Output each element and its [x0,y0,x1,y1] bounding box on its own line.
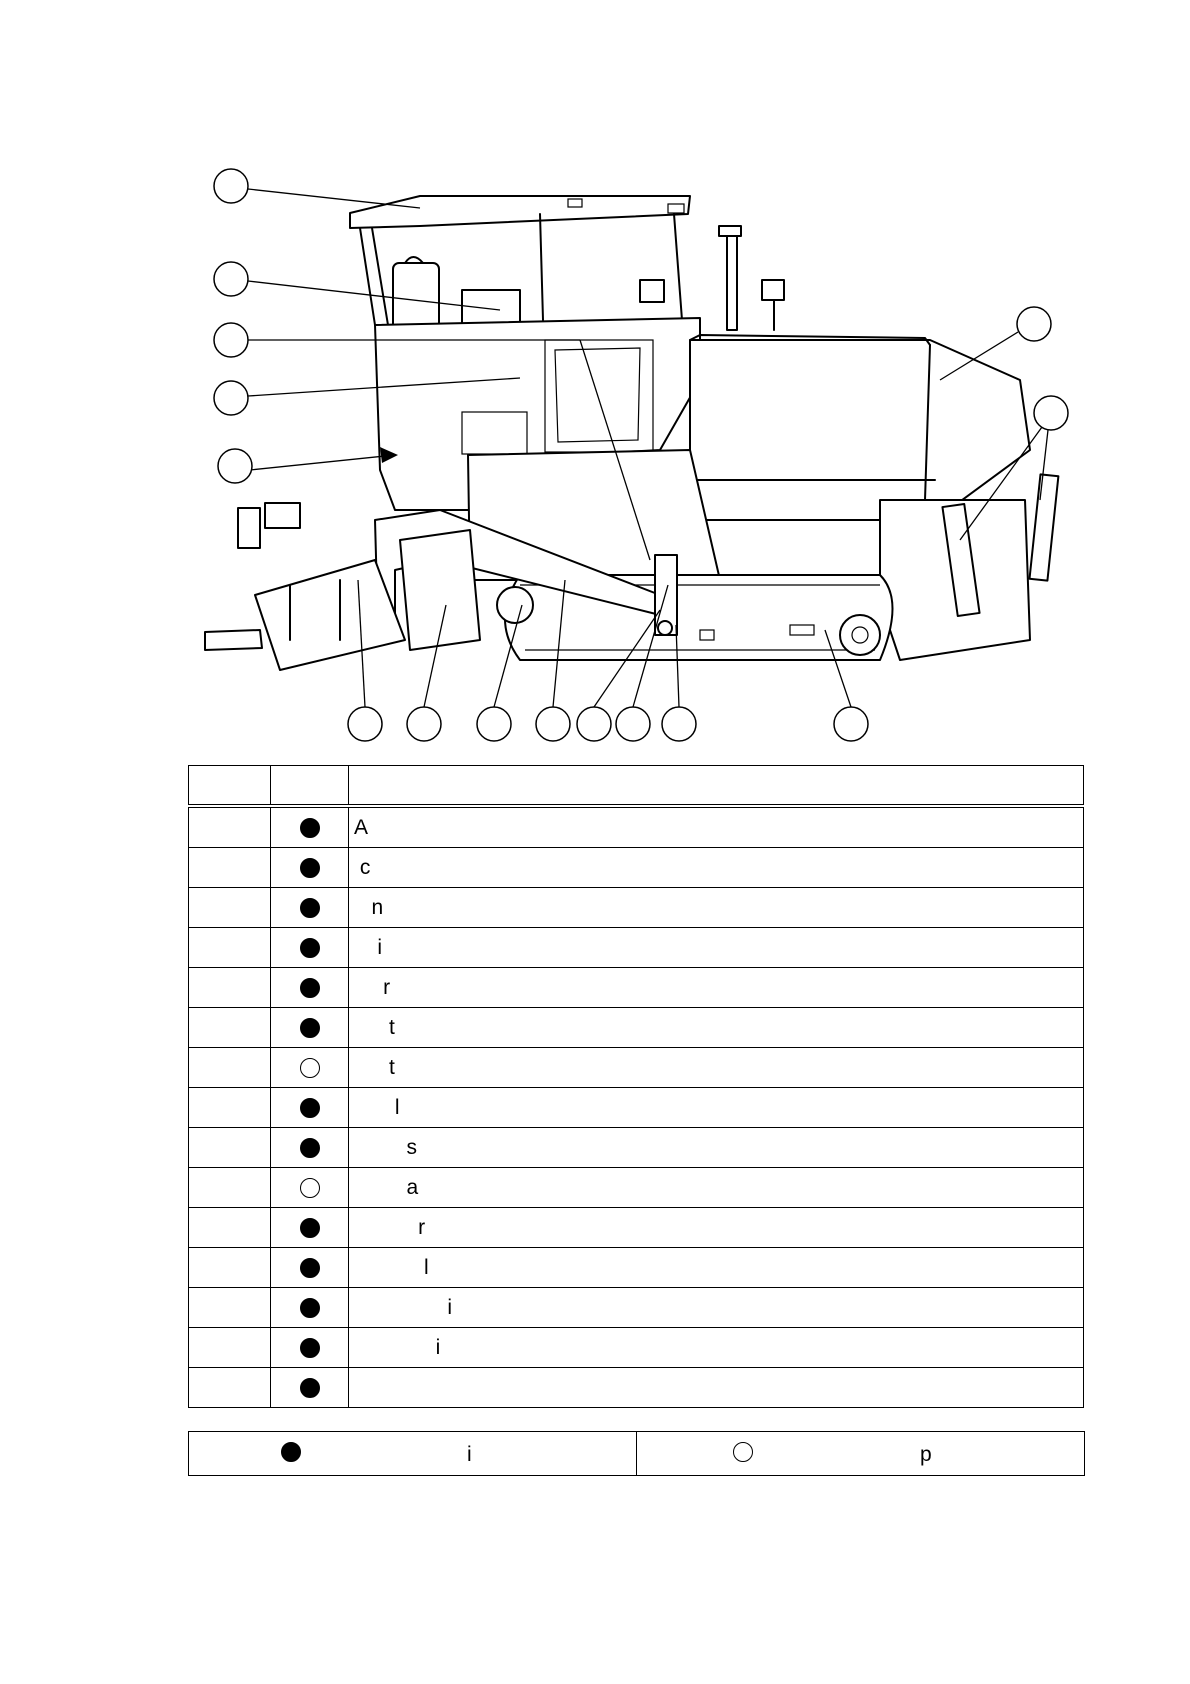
open-dot-icon [300,1178,320,1198]
table-row [189,968,1084,1008]
row-description [349,1376,354,1399]
row-description-cell [349,1328,1084,1368]
row-description-cell [349,1208,1084,1248]
row-description: a [354,1175,419,1199]
row-number [189,1328,271,1368]
row-status-cell [271,848,349,888]
parts-table [188,765,1084,1408]
filled-dot-icon [300,1258,320,1278]
table-row [189,1088,1084,1128]
table-row [189,1248,1084,1288]
row-status-cell [271,1208,349,1248]
filled-dot-icon [300,1098,320,1118]
row-description-cell [349,1128,1084,1168]
table-row [189,1368,1084,1408]
header-number [189,766,271,807]
table-row [189,1128,1084,1168]
filled-dot-icon [281,1442,301,1462]
legend-table [188,1431,1085,1476]
table-row [189,1048,1084,1088]
row-number [189,1128,271,1168]
row-description-cell [349,1368,1084,1408]
row-description: n [354,895,384,919]
row-number [189,806,271,848]
row-description: s [354,1135,418,1159]
row-number [189,1248,271,1288]
row-description-cell [349,968,1084,1008]
row-number [189,848,271,888]
row-number [189,1288,271,1328]
open-dot-icon [300,1058,320,1078]
row-description: t [354,1055,395,1079]
row-description: l [354,1255,429,1279]
row-description-cell [349,1088,1084,1128]
row-description: r [354,1215,426,1239]
filled-dot-icon [300,1298,320,1318]
row-status-cell [271,1368,349,1408]
legend-right-text: p [920,1443,932,1466]
table-row [189,848,1084,888]
table-row [189,1288,1084,1328]
header-status [271,766,349,807]
row-status-cell [271,968,349,1008]
table-row [189,1208,1084,1248]
legend-cell-right [637,1432,1085,1476]
row-status-cell [271,1168,349,1208]
row-description-cell [349,1248,1084,1288]
row-description-cell [349,888,1084,928]
row-number [189,968,271,1008]
filled-dot-icon [300,898,320,918]
filled-dot-icon [300,1138,320,1158]
row-status-cell [271,1288,349,1328]
filled-dot-icon [300,818,320,838]
header-description [349,766,1084,807]
row-description-cell [349,1008,1084,1048]
table-row [189,1008,1084,1048]
material-hopper [668,335,1030,520]
row-description: c [354,855,371,879]
row-number [189,1048,271,1088]
row-description-cell [349,1288,1084,1328]
table-header-row [189,766,1084,807]
paver-technical-drawing [0,0,1190,760]
row-description-cell [349,928,1084,968]
filled-dot-icon [300,858,320,878]
row-status-cell [271,1088,349,1128]
table-row [189,1328,1084,1368]
legend-cell-left [189,1432,637,1476]
row-status-cell [271,1328,349,1368]
row-description-cell [349,1168,1084,1208]
row-status-cell [271,1008,349,1048]
row-status-cell [271,1128,349,1168]
filled-dot-icon [300,938,320,958]
row-number [189,888,271,928]
row-description: l [354,1095,400,1119]
filled-dot-icon [300,1218,320,1238]
table-row [189,1168,1084,1208]
row-number [189,928,271,968]
row-description: i [354,935,383,959]
row-status-cell [271,928,349,968]
row-description: A [354,815,369,839]
row-number [189,1088,271,1128]
row-status-cell [271,806,349,848]
exhaust-and-lamps [640,226,784,330]
row-description-cell [349,1048,1084,1088]
filled-dot-icon [300,1018,320,1038]
row-number [189,1368,271,1408]
row-description: t [354,1015,395,1039]
row-number [189,1208,271,1248]
table-row [189,928,1084,968]
row-description: r [354,975,391,999]
row-status-cell [271,1048,349,1088]
row-number [189,1008,271,1048]
row-number [189,1168,271,1208]
row-status-cell [271,1248,349,1288]
row-description-cell [349,848,1084,888]
row-description: i [354,1295,453,1319]
open-dot-icon [733,1442,753,1462]
legend-left-text: i [467,1443,472,1466]
filled-dot-icon [300,978,320,998]
table-row [189,806,1084,848]
filled-dot-icon [300,1338,320,1358]
row-description-cell [349,806,1084,848]
filled-dot-icon [300,1378,320,1398]
row-status-cell [271,888,349,928]
row-description: i [354,1335,441,1359]
table-row [189,888,1084,928]
lifting-point-arrow [250,447,398,470]
